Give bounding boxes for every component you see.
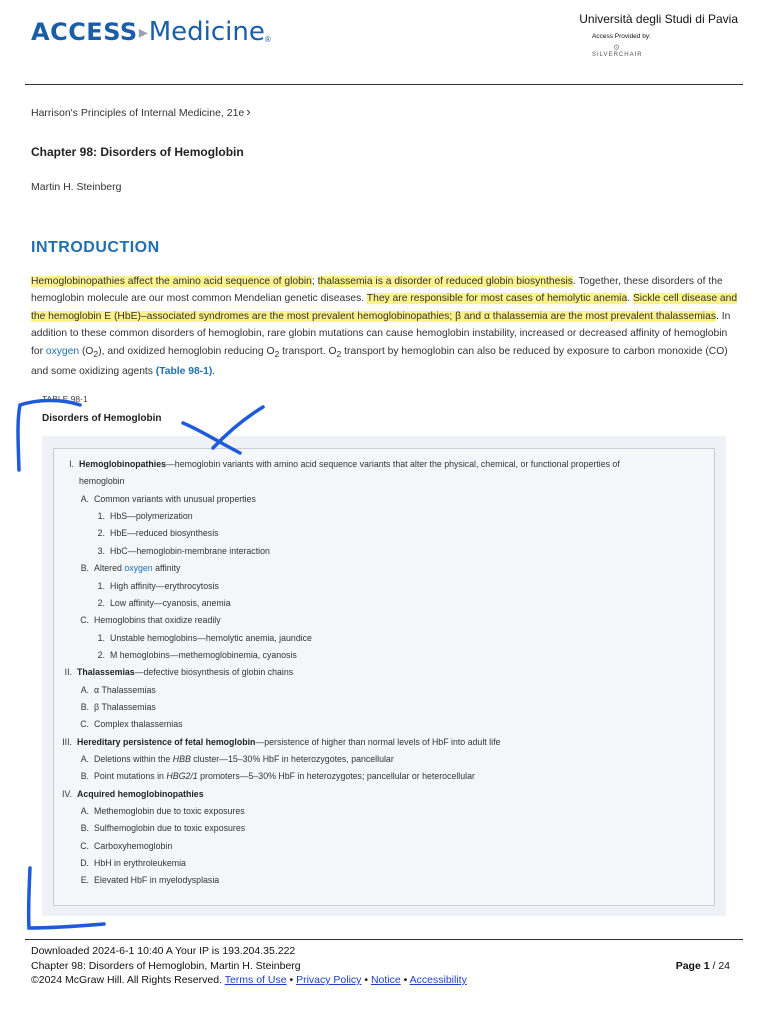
subscript: 2 — [336, 348, 342, 359]
list-number: B. — [80, 702, 89, 712]
download-info: Downloaded 2024-6-1 10:40 A Your IP is 193.204.35.222 — [31, 945, 296, 957]
list-number: C. — [80, 841, 89, 851]
list-number: C. — [80, 615, 89, 625]
list-number: III. — [62, 737, 72, 747]
list-number: D. — [80, 858, 89, 868]
text-run: ), and oxidized hemoglobin reducing O — [98, 345, 275, 357]
highlight: They are responsible for most cases of hemolytic anemia — [366, 293, 628, 305]
list-text: HbS—polymerization — [110, 511, 193, 521]
list-text: α Thalassemias — [94, 685, 156, 695]
list-number: A. — [80, 494, 89, 504]
list-number: A. — [80, 754, 89, 764]
text-run: transport. O — [279, 345, 337, 357]
chapter-title: Chapter 98: Disorders of Hemoglobin — [31, 145, 244, 159]
ink-bracket-bottom — [29, 868, 104, 928]
section-heading: INTRODUCTION — [31, 239, 160, 256]
text-run: ; — [311, 276, 318, 287]
list-number: 2. — [97, 528, 105, 538]
gene-name: HBG2/1 — [166, 771, 198, 781]
list-number: B. — [80, 823, 89, 833]
silverchair-icon: ⚙ — [612, 43, 622, 52]
list-text: cluster—15–30% HbF in heterozygotes, pancellular — [190, 754, 394, 764]
text-run: . — [627, 293, 633, 305]
copyright-line: ©2024 McGraw Hill. All Rights Reserved. Terms of Use • Privacy Policy • Notice • Accessibility — [31, 974, 467, 986]
chevron-right-icon: › — [246, 104, 251, 119]
table-title: Disorders of Hemoglobin — [42, 413, 162, 424]
table-label: TABLE 98-1 — [42, 394, 88, 404]
list-number: 3. — [97, 546, 105, 556]
privacy-link[interactable]: Privacy Policy — [296, 974, 362, 986]
page-total: / 24 — [709, 960, 730, 972]
access-provided-label: Access Provided by: — [592, 33, 651, 40]
list-text: —hemoglobin variants with amino acid sequence variants that alter the physical, chemical, or functional properties of — [166, 459, 620, 469]
list-text: Altered — [94, 563, 125, 573]
gene-name: HBB — [172, 754, 191, 764]
oxygen-link[interactable]: oxygen — [45, 345, 80, 357]
list-text: Common variants with unusual properties — [94, 494, 256, 504]
terms-link[interactable]: Terms of Use — [224, 974, 287, 986]
list-text: HbE—reduced biosynthesis — [110, 528, 219, 538]
list-number: A. — [80, 806, 89, 816]
list-number: 2. — [97, 598, 105, 608]
page-number — [676, 960, 730, 972]
list-number: 1. — [97, 581, 105, 591]
institution-name: Università degli Studi di Pavia — [579, 12, 738, 26]
text-run: . — [212, 366, 216, 378]
page-current: Page 1 — [675, 960, 710, 972]
list-number: 2. — [97, 650, 105, 660]
list-number: E. — [80, 875, 89, 885]
highlight: Hemoglobinopathies affect the amino acid sequence of globin — [31, 276, 312, 287]
list-text: Methemoglobin due to toxic exposures — [94, 806, 245, 816]
text-run: . Together, these disorders of the hemoglobin molecule are our most common Mendelian genetic diseases. — [31, 276, 723, 305]
list-number: II. — [64, 667, 72, 677]
list-number: 1. — [97, 511, 105, 521]
list-text: Low affinity—cyanosis, anemia — [110, 598, 231, 608]
author-name: Martin H. Steinberg — [31, 181, 122, 193]
list-number: B. — [80, 771, 89, 781]
list-heading: Acquired hemoglobinopathies — [77, 789, 204, 799]
breadcrumb-book[interactable]: Harrison's Principles of Internal Medicine, 21e — [31, 107, 245, 119]
highlight: thalassemia is a disorder of reduced globin biosynthesis — [317, 276, 573, 287]
list-text: HbC—hemoglobin-membrane interaction — [110, 546, 270, 556]
accessibility-link[interactable]: Accessibility — [409, 974, 467, 986]
notice-link[interactable]: Notice — [370, 974, 401, 986]
list-text: promoters—5–30% HbF in heterozygotes; pancellular or heterocellular — [197, 771, 475, 781]
list-text: —persistence of higher than normal levels of HbF into adult life — [255, 737, 501, 747]
list-text: Hemoglobins that oxidize readily — [94, 615, 221, 625]
list-text: Deletions within the — [94, 754, 173, 764]
footer-divider — [25, 939, 743, 940]
list-text: Carboxyhemoglobin — [94, 841, 173, 851]
list-number: I. — [69, 459, 74, 469]
list-text: affinity — [152, 563, 181, 573]
citation: Chapter 98: Disorders of Hemoglobin, Martin H. Steinberg — [31, 960, 301, 972]
ink-cross-stroke-2 — [213, 407, 263, 448]
subscript: 2 — [274, 348, 280, 359]
list-number: B. — [80, 563, 89, 573]
list-text: Complex thalassemias — [94, 719, 183, 729]
list-text: Unstable hemoglobins—hemolytic anemia, jaundice — [110, 633, 312, 643]
list-text: HbH in erythroleukemia — [94, 858, 186, 868]
copyright-text: ©2024 McGraw Hill. All Rights Reserved. — [31, 974, 222, 986]
list-number: IV. — [62, 789, 72, 799]
text-run: (O — [79, 345, 94, 357]
highlight: Sickle cell disease and the hemoglobin E (HbE)–associated syndromes are the most prevalent hemoglobinopathies; β and α thalassemia are the most prevalent thalassemias — [31, 293, 738, 322]
list-number: 1. — [97, 633, 105, 643]
logo-access-text: ACCESS — [31, 18, 138, 46]
oxygen-link[interactable]: oxygen — [124, 563, 153, 573]
subscript: 2 — [93, 348, 99, 359]
list-text: —defective biosynthesis of globin chains — [134, 667, 294, 677]
list-heading: Hemoglobinopathies — [79, 459, 166, 469]
list-text: Sulfhemoglobin due to toxic exposures — [94, 823, 246, 833]
logo-registered-mark: ® — [264, 35, 271, 44]
logo-medicine-text: Medicine — [148, 17, 265, 47]
text-run: . In addition to these common disorders of hemoglobin, rare globin mutations can cause hemoglobin instability, increased or decreased affinity of hemoglobin for — [31, 310, 731, 357]
list-text: β Thalassemias — [94, 702, 156, 712]
list-number: A. — [80, 685, 89, 695]
list-heading: Thalassemias — [77, 667, 135, 677]
logo-arrow-icon: ▸ — [138, 21, 148, 42]
list-number: C. — [80, 719, 89, 729]
ink-bracket-top — [18, 400, 80, 470]
list-text: hemoglobin — [79, 476, 125, 486]
list-text: High affinity—erythrocytosis — [110, 581, 219, 591]
list-text: Point mutations in — [94, 771, 167, 781]
list-text: M hemoglobins—methemoglobinemia, cyanosis — [110, 650, 297, 660]
list-heading: Hereditary persistence of fetal hemoglobin — [77, 737, 256, 747]
table-reference-link[interactable]: (Table 98-1) — [155, 366, 213, 378]
provider-name: SILVERCHAIR — [592, 52, 643, 58]
list-text: Elevated HbF in myelodysplasia — [94, 875, 220, 885]
text-run: transport by hemoglobin can also be reduced by exposure to carbon monoxide (CO) and some oxidizing agents — [31, 345, 728, 378]
